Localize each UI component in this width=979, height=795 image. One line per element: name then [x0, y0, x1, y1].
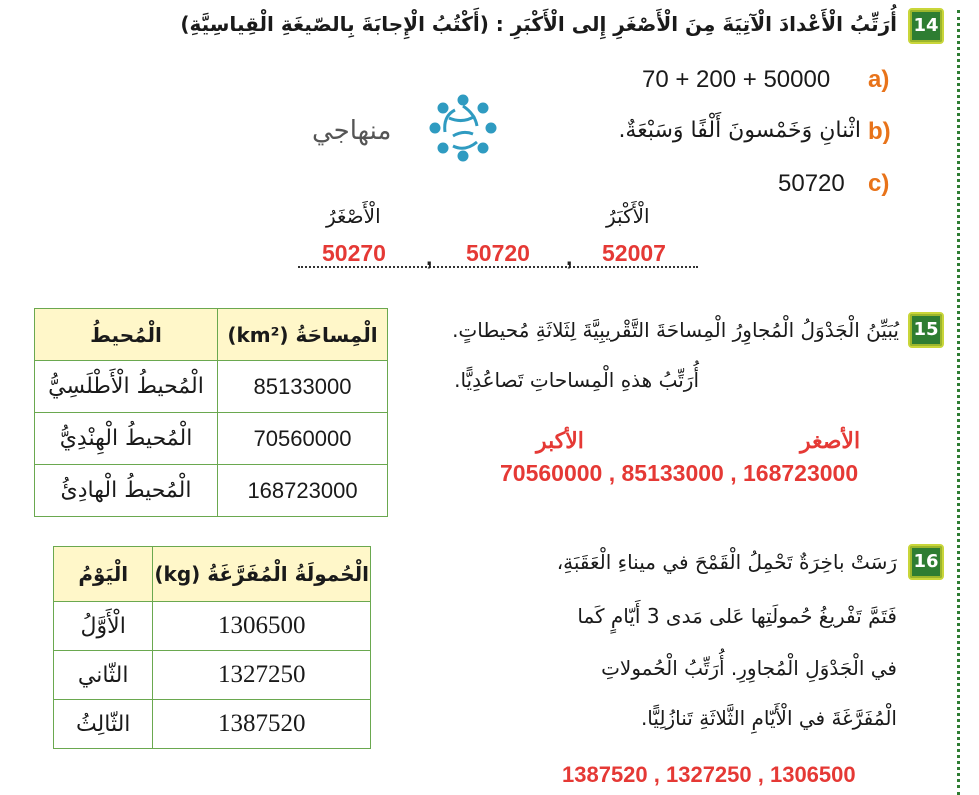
q16-line-1: رَسَتْ باخِرَةٌ تَحْمِلُ الْقَمْحَ في ميناءِ الْعَقَبَةِ،: [556, 550, 897, 574]
q14-item-c: 50720: [778, 170, 845, 197]
q14-label-c: c): [868, 170, 890, 197]
q14-label-a: a): [868, 66, 890, 93]
ocean-area: 168723000: [218, 465, 388, 517]
q15-answer: [500, 460, 858, 487]
q14-answer-3: 50270: [322, 240, 386, 266]
q14-separator-1: ,: [566, 244, 573, 270]
q15-line-1: يُبَيِّنُ الْجَدْوَلُ الْمُجاوِرُ الْمِساحَةَ التَّقْريبِيَّةَ لِثَلاثَةِ مُحيطاتٍ.: [452, 318, 899, 342]
question-number-16: 16: [908, 544, 944, 580]
q16-answer-text: 1387520 , 1327250 , 1306500: [562, 762, 856, 787]
ocean-name: الْمُحيطُ الْأَطْلَسِيُّ: [35, 361, 218, 413]
cargo-load: 1327250: [153, 651, 371, 700]
q15-answer-text: 70560000 , 85133000 , 168723000: [500, 460, 859, 486]
ocean-area-table: [34, 308, 388, 517]
cargo-load: 1306500: [153, 602, 371, 651]
q14-answer-line: [298, 240, 698, 268]
ocean-area: 70560000: [218, 413, 388, 465]
cargo-table: [53, 546, 371, 749]
q15-largest-label: الأكبر: [536, 428, 584, 453]
q16-line-3: في الْجَدْوَلِ الْمُجاوِرِ. أُرَتِّبُ الْحُمولاتِ: [601, 656, 897, 680]
q14-item-a-text: 70 + 200 + 50000: [642, 66, 831, 93]
cargo-load: 1387520: [153, 700, 371, 749]
cargo-table-header-day: الْيَوْمُ: [54, 547, 153, 602]
cargo-table-header-load: الْحُمولَةُ الْمُفَرَّغَةُ (kg): [153, 547, 371, 602]
ocean-name: الْمُحيطُ الْهادِئُ: [35, 465, 218, 517]
cargo-day: الْأَوَّلُ: [54, 602, 153, 651]
q15-line-2: أُرَتِّبُ هذهِ الْمِساحاتِ تَصاعُدِيًّا.: [454, 368, 699, 392]
question-number-15: 15: [908, 312, 944, 348]
table-row: [35, 361, 388, 413]
ocean-area: 85133000: [218, 361, 388, 413]
ocean-name: الْمُحيطُ الْهِنْدِيُّ: [35, 413, 218, 465]
cargo-table-header: [54, 547, 371, 602]
table-row: [35, 413, 388, 465]
q14-smallest-label: الْأَصْغَرُ: [326, 204, 381, 228]
q15-smallest-label: الأصغر: [800, 428, 861, 453]
q14-label-b: b): [868, 118, 891, 145]
q14-separator-2: ,: [426, 244, 433, 270]
q14-item-a: [642, 66, 830, 94]
manhaji-logo-text: منهاجي: [312, 116, 392, 146]
q16-line-4: الْمُفَرَّغَةَ في الْأَيّامِ الثَّلاثَةِ تَنازُلِيًّا.: [640, 706, 897, 730]
question-number-14: 14: [908, 8, 944, 44]
q14-item-b: اثْنانِ وَخَمْسونَ أَلْفًا وَسَبْعَةٌ.: [618, 118, 861, 143]
q16-line-2: فَتَمَّ تَفْريغُ حُمولَتِها عَلى مَدى 3 أَيّامٍ كَما: [577, 604, 897, 628]
margin-dotted-line: [957, 10, 960, 795]
ocean-table-header-ocean: الْمُحيطُ: [35, 309, 218, 361]
cargo-day: الثّالِثُ: [54, 700, 153, 749]
q14-title: أُرَتِّبُ الْأَعْدادَ الْآتِيَةَ مِنَ الْأَصْغَرِ إِلى الْأَكْبَرِ : (أَكْتُبُ الْإِجابَةَ بِالصّيغَةِ الْقِياسِيَّةِ): [180, 12, 897, 36]
q14-largest-label: الْأَكْبَرُ: [606, 204, 650, 228]
table-row: [54, 602, 371, 651]
q16-answer: [562, 762, 856, 788]
table-row: [35, 465, 388, 517]
ocean-table-header-area: الْمِساحَةُ (km²): [218, 309, 388, 361]
cargo-day: الثّاني: [54, 651, 153, 700]
ocean-table-header: [35, 309, 388, 361]
table-row: [54, 700, 371, 749]
q14-answer-2: 50720: [466, 240, 530, 266]
table-row: [54, 651, 371, 700]
q14-answer-1: 52007: [602, 240, 666, 266]
